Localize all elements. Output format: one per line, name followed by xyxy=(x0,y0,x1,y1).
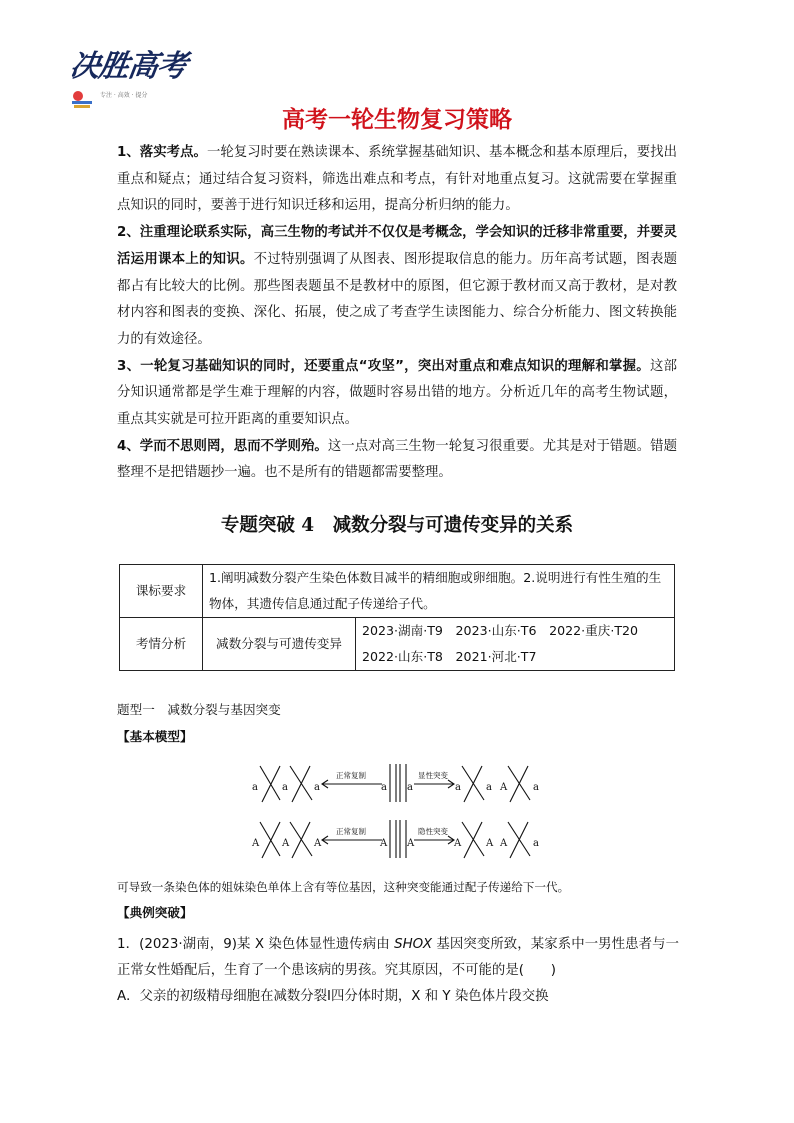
allele-label: a xyxy=(407,782,413,793)
allele-label: a xyxy=(533,782,539,793)
logo-text: 决胜高考 xyxy=(67,49,189,84)
table-row xyxy=(120,618,675,671)
model-caption: 可导致一条染色体的姐妹染色单体上含有等位基因，这种突变能通过配子传递给下一代。 xyxy=(117,880,570,894)
arrow-label-dominant-mutation: 显性突变 xyxy=(418,771,448,780)
strategy-item-4: 4、学而不思则罔，思而不学则殆。这一点对高三生物一轮复习很重要。尤其是对于错题。错题整理不是把错题抄一遍。也不是所有的错题都需要整理。 xyxy=(117,438,677,481)
mutation-model-diagram xyxy=(250,760,550,870)
table-cell: 1.阐明减数分裂产生染色体数目减半的精细胞或卵细胞。2.说明进行有性生殖的生物体，其遗传信息通过配子传递给子代。 xyxy=(203,565,675,618)
allele-label: A xyxy=(486,838,494,849)
question-option-a: A．父亲的初级精母细胞在减数分裂Ⅰ四分体时期，X 和 Y 染色体片段交换 xyxy=(117,989,549,1004)
page-title: 高考一轮生物复习策略 xyxy=(282,107,512,133)
requirements-table xyxy=(119,564,675,671)
allele-label: a xyxy=(533,838,539,849)
gene-name: SHOX xyxy=(394,937,433,952)
allele-label: A xyxy=(252,838,260,849)
allele-label: A xyxy=(500,782,508,793)
exam-refs-line-1: 2023·湖南·T9 2023·山东·T6 2022·重庆·T20 xyxy=(362,623,639,638)
table-cell: 减数分裂与可遗传变异 xyxy=(203,618,356,671)
arrow-label-recessive-mutation: 隐性突变 xyxy=(418,827,448,836)
allele-label: A xyxy=(380,838,388,849)
table-cell xyxy=(356,618,675,671)
allele-label: A xyxy=(282,838,290,849)
arrow-label-normal-replication: 正常复制 xyxy=(336,827,366,836)
allele-label: A xyxy=(454,838,462,849)
table-header-cell: 考情分析 xyxy=(120,618,203,671)
basic-model-title: 【基本模型】 xyxy=(117,729,193,744)
allele-label: a xyxy=(252,782,258,793)
strategy-item-1: 1、落实考点。一轮复习时要在熟读课本、系统掌握基础知识、基本概念和基本原理后，要找出重点和疑点；通过结合复习资料，筛选出难点和考点，有针对地重点复习。这就需要在掌握重点知识的同时，要善于进行知识迁移和运用，提高分析归纳的能力。 xyxy=(117,145,677,214)
table-row xyxy=(120,565,675,618)
allele-label: A xyxy=(500,838,508,849)
table-header-cell: 课标要求 xyxy=(120,565,203,618)
allele-label: A xyxy=(407,838,415,849)
logo-subtitle: 专注 · 高效 · 提分 xyxy=(100,92,148,99)
example-title: 【典例突破】 xyxy=(117,905,193,920)
exam-refs-line-2: 2022·山东·T8 2021·河北·T7 xyxy=(362,649,537,664)
allele-label: a xyxy=(381,782,387,793)
strategy-item-3: 3、一轮复习基础知识的同时，还要重点“攻坚”，突出对重点和难点知识的理解和掌握。这部分知识通常都是学生难于理解的内容，做题时容易出错的地方。分析近几年的高考生物试题，重点其实就是可拉开距离的重要知识点。 xyxy=(117,358,677,428)
question-1 xyxy=(117,932,679,1010)
section-title: 专题突破 4 减数分裂与可遗传变异的关系 xyxy=(220,515,574,536)
strategy-item-2: 2、注重理论联系实际，高三生物的考试并不仅仅是考概念，学会知识的迁移非常重要，并要灵活运用课本上的知识。不过特别强调了从图表、图形提取信息的能力。历年高考试题，图表题都占有比较大的比例。那些图表题虽不是教材中的原图，但它源于教材而又高于教材，是对教材内容和图表的变换、深化、拓展，使之成了考查学生读图能力、综合分析能力、图文转换能力的有效途径。 xyxy=(117,225,678,347)
allele-label: a xyxy=(282,782,288,793)
arrow-label-normal-replication: 正常复制 xyxy=(336,771,366,780)
strategy-section xyxy=(117,140,677,487)
allele-label: a xyxy=(455,782,461,793)
allele-label: a xyxy=(314,782,320,793)
allele-label: a xyxy=(486,782,492,793)
question-stem: 1．(2023·湖南，9)某 X 染色体显性遗传病由 SHOX 基因突变所致，某家系中一男性患者与一正常女性婚配后，生育了一个患该病的男孩。究其原因，不可能的是( ) xyxy=(117,937,679,978)
question-type-title: 题型一 减数分裂与基因突变 xyxy=(117,702,281,717)
allele-label: A xyxy=(314,838,322,849)
